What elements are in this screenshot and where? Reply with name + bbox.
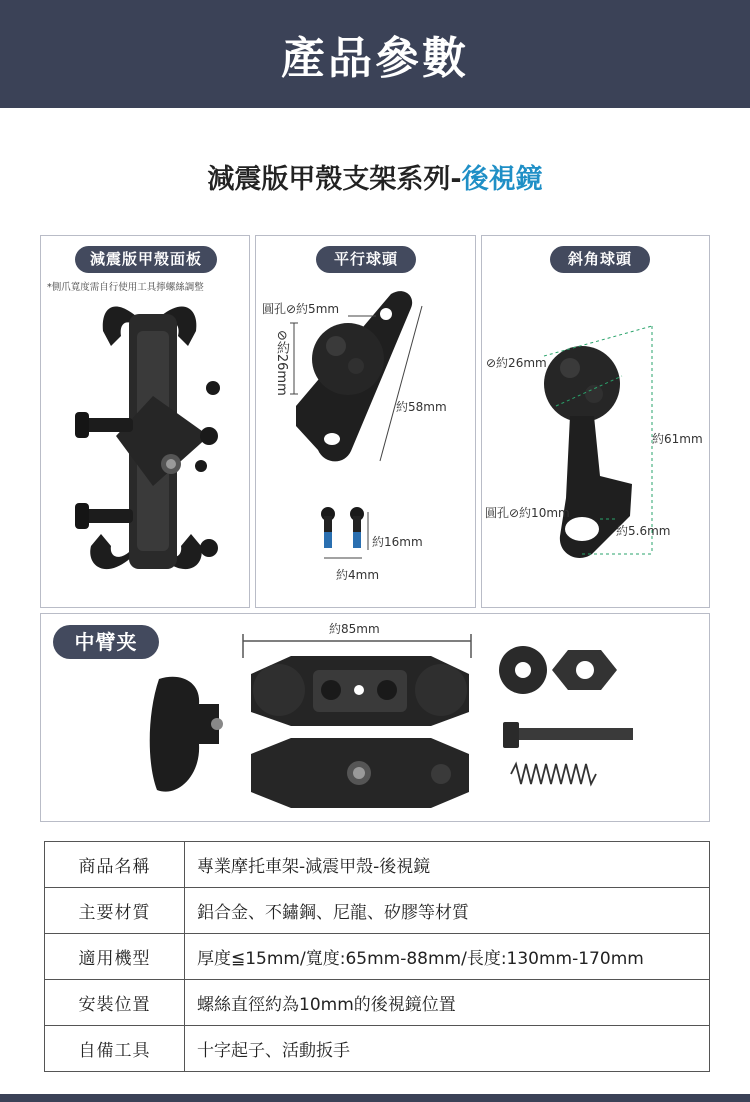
spec-value: 專業摩托車架-減震甲殼-後視鏡: [185, 842, 710, 888]
label-arm-clamp: 中臂夹: [53, 625, 159, 659]
spec-value: 十字起子、活動扳手: [185, 1026, 710, 1072]
subtitle-accent: 後視鏡: [461, 164, 543, 195]
dim-ball-26mm: ⊘約26mm: [274, 330, 289, 396]
label-angled-ball: 斜角球頭: [550, 246, 650, 273]
dim-hole-10mm: 圓孔⊘約10mm: [485, 506, 570, 520]
dim-ball-26mm-angled: ⊘約26mm: [486, 356, 547, 370]
spec-value: 鋁合金、不鏽鋼、尼龍、矽膠等材質: [185, 888, 710, 934]
table-row: [45, 934, 710, 980]
shell-mount-illustration: [41, 236, 250, 608]
panel-parallel-ball: [255, 235, 476, 608]
spec-key: 適用機型: [45, 934, 185, 980]
dim-screw-4mm: 約4mm: [336, 568, 380, 582]
spec-value: 厚度≦15mm/寬度:65mm-88mm/長度:130mm-170mm: [185, 934, 710, 980]
dim-screw-16mm: 約16mm: [372, 535, 423, 549]
dim-length-58mm: 約58mm: [396, 400, 447, 414]
table-row: [45, 1026, 710, 1072]
table-row: [45, 888, 710, 934]
label-shell-mount: 減震版甲殼面板: [75, 246, 217, 273]
header-banner: [0, 0, 750, 108]
parallel-ball-illustration: [256, 236, 476, 608]
spec-key: 商品名稱: [45, 842, 185, 888]
spec-key: 安裝位置: [45, 980, 185, 1026]
panel-shell-mount: [40, 235, 250, 608]
arm-clamp-illustration: [41, 614, 710, 822]
page-title: 產品參數: [281, 33, 469, 84]
dim-arm-85mm: 約85mm: [329, 622, 380, 636]
dim-height-61mm: 約61mm: [652, 432, 703, 446]
panel-angled-ball: [481, 235, 710, 608]
subtitle-main: 減震版甲殼支架系列-: [207, 164, 462, 195]
section-subtitle: [0, 157, 750, 196]
table-row: [45, 842, 710, 888]
label-parallel-ball: 平行球頭: [316, 246, 416, 273]
spec-value: 螺絲直徑約為10mm的後視鏡位置: [185, 980, 710, 1026]
dim-hole-5mm: 圓孔⊘約5mm: [262, 302, 340, 316]
table-row: [45, 980, 710, 1026]
footer-bar: [0, 1094, 750, 1102]
dim-offset-5-6mm: 約5.6mm: [616, 524, 671, 538]
panel-arm-clamp: [40, 613, 710, 822]
spec-table: [44, 841, 710, 1072]
spec-key: 自備工具: [45, 1026, 185, 1072]
shell-note: *側爪寬度需自行使用工具擰螺絲調整: [47, 282, 204, 293]
spec-key: 主要材質: [45, 888, 185, 934]
angled-ball-illustration: [482, 236, 710, 608]
